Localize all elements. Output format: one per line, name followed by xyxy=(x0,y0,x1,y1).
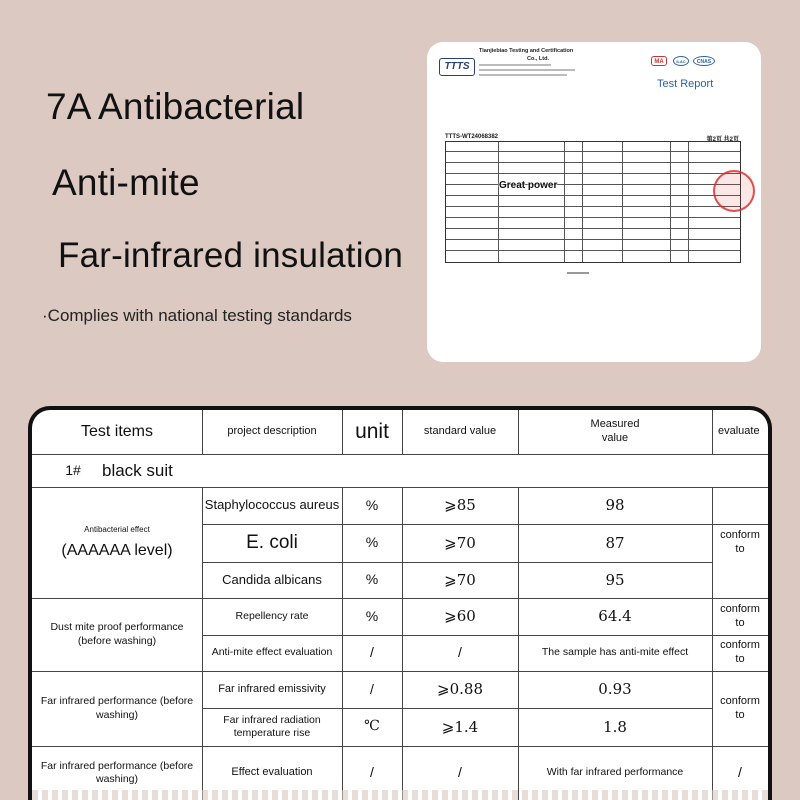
fi-effect-label-line1: Far infrared performance (before xyxy=(40,759,194,772)
measured-staphylococcus: 98 xyxy=(605,496,625,515)
unit-staphylococcus: % xyxy=(365,496,379,513)
temperature-desc-line2: temperature rise xyxy=(233,727,311,739)
far-infrared-label-line2: washing) xyxy=(95,708,139,721)
far-infrared-evaluation xyxy=(712,671,768,746)
antibacterial-level-text: (AAAAAA level) xyxy=(61,541,173,559)
ilac-cert-icon: ILAC xyxy=(673,56,689,66)
unit-e-coli: % xyxy=(365,534,379,551)
report-issuer-suffix: Co., Ltd. xyxy=(527,56,549,62)
report-page-marker: 第2页 共2页 xyxy=(706,137,739,143)
headline-antibacterial: 7A Antibacterial xyxy=(46,86,305,127)
report-number: TTTS-WT24068382 xyxy=(445,134,499,140)
measured-far-infrared-temperature: 1.8 xyxy=(603,717,627,736)
desc-candida: Candida albicans xyxy=(222,571,322,587)
standard-staphylococcus: ⩾85 xyxy=(444,496,476,515)
desc-far-infrared-temperature xyxy=(202,708,342,746)
unit-far-infrared-emissivity: / xyxy=(370,680,374,697)
unit-repellency-rate: % xyxy=(365,607,379,624)
sample-name: black suit xyxy=(102,460,173,480)
standard-e-coli: ⩾70 xyxy=(444,533,476,552)
desc-far-infrared-emissivity: Far infrared emissivity xyxy=(218,682,326,695)
headline-anti-mite: Anti-mite xyxy=(52,162,200,203)
measured-e-coli: 87 xyxy=(605,533,625,552)
far-infrared-eval-line2: to xyxy=(735,708,745,721)
ma-cert-icon: MA xyxy=(651,56,667,66)
report-footer-mark xyxy=(567,272,589,274)
evaluation-effect: / xyxy=(738,764,742,781)
unit-effect-evaluation: / xyxy=(370,764,374,781)
measured-candida: 95 xyxy=(605,570,625,589)
header-project-description: project description xyxy=(227,425,317,438)
headline-far-infrared: Far-infrared insulation xyxy=(58,236,404,275)
header-measured-value xyxy=(518,410,712,454)
desc-staphylococcus: Staphylococcus aureus xyxy=(204,497,340,513)
repellency-eval-line2: to xyxy=(735,616,745,629)
far-infrared-label-line1: Far infrared performance (before xyxy=(40,695,194,708)
anti-mite-eval-line1: conform xyxy=(720,639,760,652)
standard-candida: ⩾70 xyxy=(444,570,476,589)
great-power-label: Great power xyxy=(499,180,558,191)
dust-mite-label-line1: Dust mite proof performance xyxy=(50,621,184,634)
report-title: Test Report xyxy=(657,78,714,90)
unit-candida: % xyxy=(365,571,379,588)
temperature-desc-line1: Far infrared radiation xyxy=(223,713,321,726)
measured-anti-mite-evaluation: The sample has anti-mite effect xyxy=(541,646,689,659)
anti-mite-evaluation xyxy=(712,635,768,671)
header-evaluate: evaluate xyxy=(718,425,760,438)
standard-far-infrared-temperature: ⩾1.4 xyxy=(441,717,479,736)
repellency-eval-line1: conform xyxy=(720,602,760,615)
fi-effect-label-line2: washing) xyxy=(95,773,139,785)
standard-far-infrared-emissivity: ⩾0.88 xyxy=(437,680,483,699)
unit-anti-mite-evaluation: / xyxy=(370,644,374,661)
header-unit: unit xyxy=(355,419,389,443)
far-infrared-group-label xyxy=(32,671,202,746)
fabric-ruffle-edge xyxy=(32,790,768,800)
measured-repellency-rate: 64.4 xyxy=(598,607,632,626)
red-seal-stamp xyxy=(713,170,755,212)
report-mini-table xyxy=(445,141,741,263)
measured-effect-evaluation: With far infrared performance xyxy=(546,766,684,779)
report-issuer-lines xyxy=(479,64,575,79)
dust-mite-label-line2: (before washing) xyxy=(77,634,157,647)
report-issuer: Tianjiebiao Testing and Certification xyxy=(479,48,574,54)
repellency-evaluation xyxy=(712,598,768,635)
dust-mite-group-label xyxy=(32,598,202,671)
test-results-table xyxy=(28,406,772,800)
desc-anti-mite-evaluation: Anti-mite effect evaluation xyxy=(211,646,333,659)
antibacterial-effect-text: Antibacterial effect xyxy=(84,524,150,534)
header-test-items: Test items xyxy=(80,423,153,440)
test-report-image xyxy=(427,42,761,362)
header-measured-line2: value xyxy=(601,432,629,444)
antibacterial-eval-line1: conform xyxy=(720,528,760,541)
desc-repellency-rate: Repellency rate xyxy=(235,609,309,622)
far-infrared-eval-line1: conform xyxy=(720,694,760,707)
ttts-logo: TTTS xyxy=(439,58,475,76)
standard-repellency-rate: ⩾60 xyxy=(444,607,476,626)
desc-effect-evaluation: Effect evaluation xyxy=(231,766,313,779)
antibacterial-eval-line2: to xyxy=(735,542,745,555)
header-standard-value: standard value xyxy=(423,425,497,438)
anti-mite-eval-line2: to xyxy=(735,653,745,665)
standard-effect-evaluation: / xyxy=(458,764,462,781)
unit-far-infrared-temperature: ℃ xyxy=(364,718,380,735)
antibacterial-evaluation xyxy=(712,487,768,598)
measured-far-infrared-emissivity: 0.93 xyxy=(598,680,632,699)
sample-id: 1# xyxy=(65,461,81,478)
desc-e-coli: E. coli xyxy=(246,532,298,554)
header-measured-line1: Measured xyxy=(590,418,640,431)
cnas-cert-icon: CNAS xyxy=(693,56,715,66)
standard-anti-mite-evaluation: / xyxy=(458,644,462,661)
standards-note: ·Complies with national testing standards xyxy=(42,306,352,325)
antibacterial-group-label xyxy=(32,487,202,598)
